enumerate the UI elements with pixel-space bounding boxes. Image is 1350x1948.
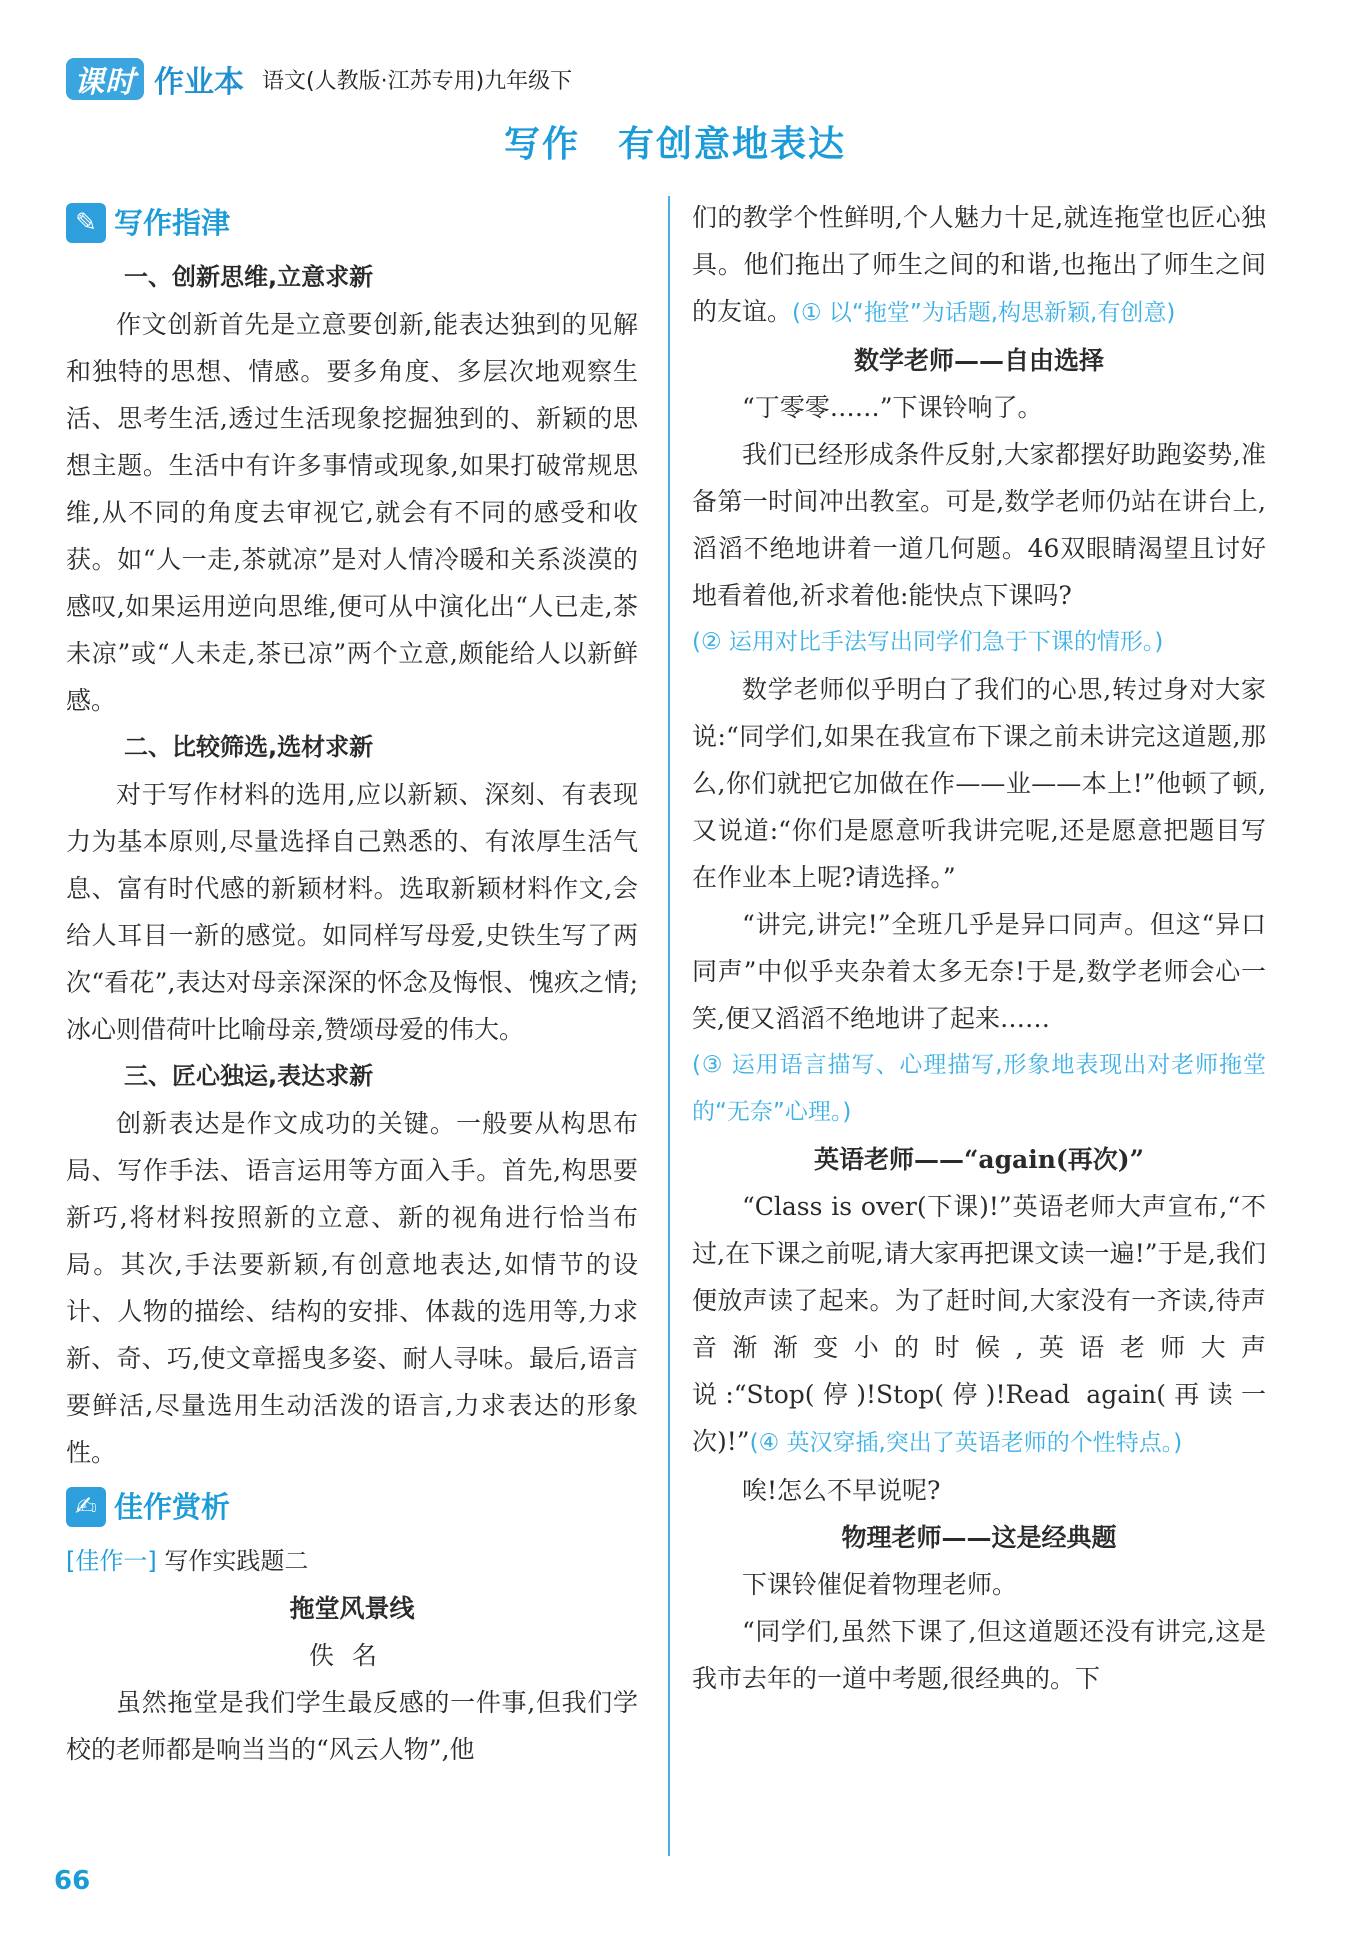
paragraph: “同学们,虽然下课了,但这道题还没有讲完,这是我市去年的一道中考题,很经典的。下 <box>692 1617 1266 1693</box>
tag-text: 写作实践题二 <box>164 1547 309 1575</box>
right-column <box>692 194 1266 1702</box>
paragraph: 创新表达是作文成功的关键。一般要从构思布局、写作手法、语言运用等方面入手。首先,构思要新巧,将材料按照新的立意、新的视角进行恰当布局。其次,手法要新颖,有创意地表达,如情节的设计、人物的描绘、结构的安排、体裁的选用等,力求新、奇、巧,使文章摇曳多姿、耐人寻味。最后,语言要鲜活,尽量选用生动活泼的语言,力求表达的形象性。 <box>66 1109 638 1467</box>
paragraph: 唉!怎么不早说呢? <box>742 1476 941 1505</box>
paragraph: 对于写作材料的选用,应以新颖、深刻、有表现力为基本原则,尽量选择自己熟悉的、有浓厚生活气息、富有时代感的新颖材料。选取新颖材料作文,会给人耳目一新的感觉。如同样写母爱,史铁生写了两次“看花”,表达对母亲深深的怀念及悔恨、愧疚之情;冰心则借荷叶比喻母亲,赞颂母爱的伟大。 <box>66 780 638 1044</box>
page-number: 66 <box>54 1866 91 1896</box>
column-divider <box>668 196 670 1856</box>
paragraph: 数学老师似乎明白了我们的心思,转过身对大家说:“同学们,如果在我宣布下课之前未讲完这道题,那么,你们就把它加做在作——业——本上!”他顿了顿,又说道:“你们是愿意听我讲完呢,还是愿意把题目写在作业本上呢?请选择。” <box>692 675 1266 892</box>
paragraph <box>692 1183 1266 1467</box>
tag-bracket: [ <box>66 1547 76 1575</box>
page-title: 写作 有创意地表达 <box>503 124 846 165</box>
paragraph: 下课铃催促着物理老师。 <box>742 1570 1018 1599</box>
essay-title: 拖堂风景线 <box>289 1594 415 1623</box>
section-writing-guide <box>66 196 638 250</box>
essay-tag <box>66 1538 638 1585</box>
paragraph-text: “Class is over(下课)!”英语老师大声宣布,“不过,在下课之前呢,请大家再把课文读一遍!”于是,我们便放声读了起来。为了赶时间,大家没有一齐读,待声音渐渐变小的时候,英语老师大声说:“Stop(停)!Stop(停)!Read again(再读一次)!” <box>692 1192 1266 1456</box>
brand-name: 作业本 <box>154 65 244 100</box>
paragraph: 作文创新首先是立意要创新,能表达独到的见解和独特的思想、情感。要多角度、多层次地观察生活、思考生活,透过生活现象挖掘独到的、新颖的思想主题。生活中有许多事情或现象,如果打破常规思维,从不同的角度去审视它,就会有不同的感受和收获。如“人一走,茶就凉”是对人情冷暖和关系淡漠的感叹,如果运用逆向思维,便可从中演化出“人已走,茶未凉”或“人未走,茶已凉”两个立意,颇能给人以新鲜感。 <box>66 310 638 715</box>
paragraph-text: “讲完,讲完!”全班几乎是异口同声。但这“异口同声”中似乎夹杂着太多无奈!于是,数学老师会心一笑,便又滔滔不绝地讲了起来…… <box>692 910 1266 1033</box>
essay-author: 佚名 <box>308 1641 395 1670</box>
appreciation-icon: ✍ <box>66 1487 106 1527</box>
paragraph <box>692 194 1266 337</box>
paragraph: 我们已经形成条件反射,大家都摆好助跑姿势,准备第一时间冲出教室。可是,数学老师仍站在讲台上,滔滔不绝地讲着一道几何题。46双眼睛渴望且讨好地看着他,祈求着他:能快点下课吗? <box>692 440 1266 610</box>
subheading-english: 英语老师——“again(再次)” <box>814 1145 1144 1174</box>
paragraph-text: 们的教学个性鲜明,个人魅力十足,就连拖堂也匠心独具。他们拖出了师生之间的和谐,也拖出了师生之间的友谊。 <box>692 203 1266 326</box>
paragraph <box>692 901 1266 1042</box>
guide-icon: ✎ <box>66 203 106 243</box>
annotation-4: (④ 英汉穿插,突出了英语老师的个性特点。) <box>749 1430 1183 1456</box>
subject-label: 语文(人教版·江苏专用)九年级下 <box>262 68 573 94</box>
annotation-2: (② 运用对比手法写出同学们急于下课的情形。) <box>692 629 1164 655</box>
annotation-3: (③ 运用语言描写、心理描写,形象地表现出对老师拖堂的“无奈”心理。) <box>692 1052 1266 1125</box>
subheading-math: 数学老师——自由选择 <box>853 346 1104 375</box>
tag-label: 佳作一 <box>75 1547 148 1575</box>
paragraph: “丁零零……”下课铃响了。 <box>742 393 1043 422</box>
subheading-1: 一、创新思维,立意求新 <box>124 263 374 291</box>
left-column <box>66 196 638 1773</box>
tag-bracket: ] <box>147 1547 157 1575</box>
logo: 课时 <box>66 58 144 100</box>
subheading-2: 二、比较筛选,选材求新 <box>124 733 374 761</box>
section-essay-appreciation <box>66 1480 638 1534</box>
section-label: 佳作赏析 <box>114 1489 231 1524</box>
section-label: 写作指津 <box>114 205 231 240</box>
header <box>66 54 572 104</box>
subheading-physics: 物理老师——这是经典题 <box>841 1523 1117 1552</box>
paragraph: 虽然拖堂是我们学生最反感的一件事,但我们学校的老师都是响当当的“风云人物”,他 <box>66 1688 638 1764</box>
annotation-1: (① 以“拖堂”为话题,构思新颖,有创意) <box>792 300 1176 326</box>
subheading-3: 三、匠心独运,表达求新 <box>124 1062 374 1090</box>
